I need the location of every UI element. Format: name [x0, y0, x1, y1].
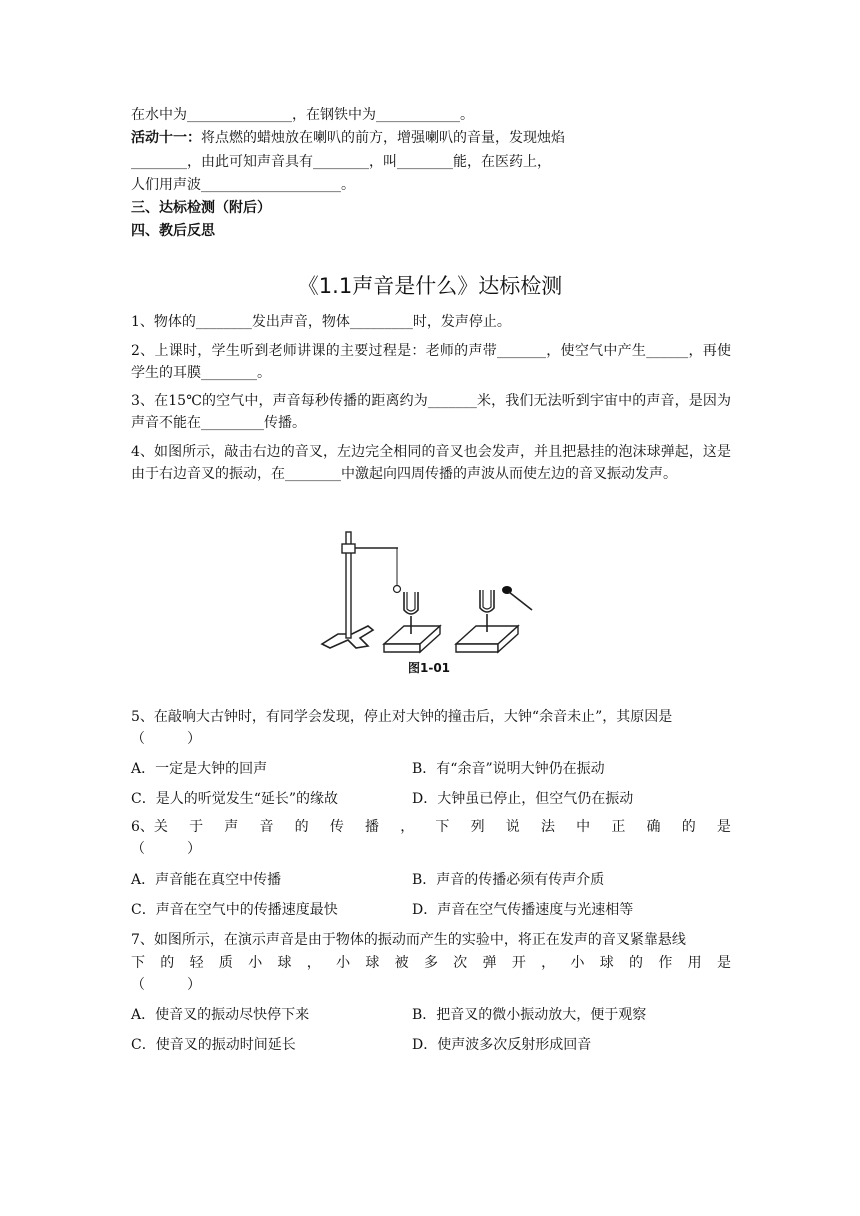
q7-char: 的: [160, 955, 175, 971]
q7-char: 小: [336, 955, 351, 971]
q6-char: 说: [505, 819, 520, 835]
question-6-stem: [131, 816, 731, 838]
activity-text: 将点燃的蜡烛放在喇叭的前方，增强喇叭的音量，发现烛焰: [201, 130, 565, 146]
q7-char: 球: [599, 955, 614, 971]
q7-option-c: C．使音叉的振动时间延长: [131, 1037, 296, 1053]
q6-char: 6、关: [131, 819, 168, 835]
q6-char: 音: [259, 819, 274, 835]
section-heading-4: 四、教后反思: [131, 223, 215, 239]
stand-clamp: [342, 544, 355, 553]
q6-char: 传: [329, 819, 344, 835]
q6-char: 于: [189, 819, 204, 835]
q6-char: 的: [294, 819, 309, 835]
question-6-bracket: （ ）: [131, 841, 201, 857]
intro-line-2: [131, 127, 731, 149]
q7-char: 小: [570, 955, 585, 971]
question-5-stem: 5、在敲响大古钟时，有同学会发现，停止对大钟的撞击后，大钟“余音未止”，其原因是: [131, 709, 673, 725]
page-title: 《1.1声音是什么》达标检测: [297, 274, 563, 298]
question-5-bracket: （ ）: [131, 731, 201, 747]
right-fork-inner: [483, 590, 491, 609]
activity-label: 活动十一：: [131, 130, 201, 146]
q6-char: 列: [470, 819, 485, 835]
q7-option-d: D．使声波多次反射形成回音: [412, 1037, 592, 1053]
q6-char: 法: [540, 819, 555, 835]
q6-option-a: A．声音能在真空中传播: [131, 872, 282, 888]
q7-char: 用: [687, 955, 702, 971]
question-7-stem-1: 7、如图所示，在演示声音是由于物体的振动而产生的实验中，将正在发声的音叉紧靠悬线: [131, 932, 686, 948]
q7-char: 多: [423, 955, 438, 971]
q7-char: 质: [218, 955, 233, 971]
left-box-front: [384, 644, 420, 652]
q6-option-c: C．声音在空气中的传播速度最快: [131, 902, 338, 918]
q7-char: 是: [716, 955, 731, 971]
q5-option-c: C．是人的听觉发生“延长”的缘故: [131, 791, 339, 807]
q7-char: ，: [306, 955, 321, 971]
q7-char: 被: [394, 955, 409, 971]
q7-char: 开: [511, 955, 526, 971]
question-7-bracket: （ ）: [131, 977, 201, 993]
q5-option-a: A．一定是大钟的回声: [131, 761, 268, 777]
question-2: 2、上课时，学生听到老师讲课的主要过程是：老师的声带_______，使空气中产生______，再使学生的耳膜________。: [131, 343, 731, 381]
question-3: 3、在15℃的空气中，声音每秒传播的距离约为_______米，我们无法听到宇宙中的声音，是因为声音不能在_________传播。: [131, 393, 731, 431]
tuning-fork-figure: [318, 526, 540, 678]
q7-char: ，: [541, 955, 556, 971]
q7-option-b: B．把音叉的微小振动放大，便于观察: [412, 1007, 647, 1023]
q7-char: 下: [131, 955, 145, 971]
q5-option-b: B．有“余音”说明大钟仍在振动: [412, 761, 605, 777]
question-1: 1、物体的________发出声音，物体_________时，发声停止。: [131, 314, 511, 330]
right-box-front: [456, 644, 498, 652]
foam-ball: [394, 586, 401, 593]
question-7-stem-2: [131, 952, 731, 974]
q6-char: 播: [365, 819, 380, 835]
q7-char: 作: [658, 955, 673, 971]
left-fork-inner: [407, 592, 415, 611]
figure-caption: 图1-01: [407, 661, 451, 675]
q6-char: 下: [435, 819, 450, 835]
tuning-fork-diagram: [318, 526, 540, 678]
intro-line-1: 在水中为_______________，在钢铁中为____________。: [131, 107, 474, 123]
q7-char: 球: [365, 955, 380, 971]
mallet-handle: [509, 592, 532, 610]
q7-char: 弹: [482, 955, 497, 971]
q6-char: 确: [646, 819, 661, 835]
q7-char: 轻: [189, 955, 204, 971]
q6-char: 是: [716, 819, 731, 835]
section-heading-3: 三、达标检测（附后）: [131, 200, 271, 216]
q6-char: 的: [681, 819, 696, 835]
intro-line-3: ________，由此可知声音具有________，叫________能，在医药上，: [131, 154, 551, 170]
q6-char: ，: [400, 819, 415, 835]
q5-option-d: D．大钟虽已停止，但空气仍在振动: [412, 791, 634, 807]
q7-option-a: A．使音叉的振动尽快停下来: [131, 1007, 310, 1023]
q7-char: 次: [453, 955, 468, 971]
q6-char: 中: [576, 819, 591, 835]
q7-char: 小: [248, 955, 263, 971]
intro-line-4: 人们用声波____________________。: [131, 177, 355, 193]
q7-char: 的: [629, 955, 644, 971]
q6-option-d: D．声音在空气传播速度与光速相等: [412, 902, 634, 918]
question-4: 4、如图所示，敲击右边的音叉，左边完全相同的音叉也会发声，并且把悬挂的泡沫球弹起，这是由于右边音叉的振动，在________中激起向四周传播的声波从而使左边的音叉振动发声。: [131, 444, 731, 482]
q6-option-b: B．声音的传播必须有传声介质: [412, 872, 605, 888]
q6-char: 正: [611, 819, 626, 835]
q6-char: 声: [224, 819, 239, 835]
q7-char: 球: [277, 955, 292, 971]
